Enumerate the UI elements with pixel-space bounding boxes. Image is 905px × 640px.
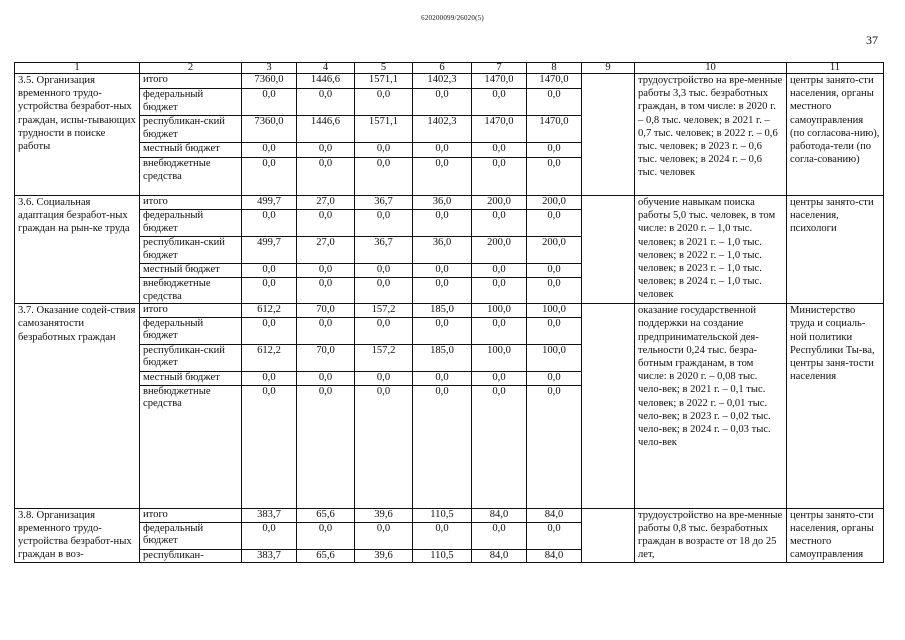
document-id: 620200099/26020(5) <box>421 14 484 22</box>
value-cell: 200,0 <box>472 237 527 264</box>
value-cell: 36,7 <box>355 237 413 264</box>
executor: центры занято-сти населения, органы местного самоуправления (по согласова-нию), работода-тели (по согла-сованию) <box>787 74 884 196</box>
value-cell: 39,6 <box>355 549 413 563</box>
table-row <box>15 74 884 89</box>
value-cell: 0,0 <box>413 522 472 549</box>
row-label: федеральный бюджет <box>140 210 242 237</box>
value-cell: 110,5 <box>413 508 472 522</box>
value-cell: 0,0 <box>242 210 297 237</box>
value-cell: 612,2 <box>242 304 297 318</box>
value-cell: 27,0 <box>297 196 355 210</box>
value-cell: 0,0 <box>355 522 413 549</box>
value-cell: 0,0 <box>527 317 582 344</box>
col-header: 2 <box>140 63 242 74</box>
value-cell: 0,0 <box>413 317 472 344</box>
value-cell: 0,0 <box>472 264 527 278</box>
value-cell: 1402,3 <box>413 116 472 143</box>
value-cell: 0,0 <box>242 278 297 304</box>
value-cell: 200,0 <box>472 196 527 210</box>
row-label: местный бюджет <box>140 264 242 278</box>
col-header: 9 <box>582 63 635 74</box>
value-cell: 0,0 <box>355 371 413 385</box>
value-cell: 185,0 <box>413 344 472 371</box>
value-cell: 0,0 <box>355 385 413 508</box>
value-cell: 1446,6 <box>297 116 355 143</box>
page-number: 37 <box>866 33 878 47</box>
row-label: федеральный бюджет <box>140 317 242 344</box>
value-cell: 0,0 <box>242 264 297 278</box>
empty-cell <box>582 508 635 563</box>
value-cell: 70,0 <box>297 344 355 371</box>
empty-cell <box>582 74 635 196</box>
value-cell: 36,7 <box>355 196 413 210</box>
value-cell: 0,0 <box>527 143 582 158</box>
value-cell: 0,0 <box>527 371 582 385</box>
value-cell: 0,0 <box>297 278 355 304</box>
value-cell: 0,0 <box>413 385 472 508</box>
value-cell: 1470,0 <box>472 74 527 89</box>
value-cell: 65,6 <box>297 508 355 522</box>
expected-result: трудоустройство на вре-менные работы 3,3 тыс. безработных граждан, в том числе: в 2020 г. – 0,8 тыс. человек; в 2021 г. – 0,7 тыс. человек; в 2022 г. – 0,6 тыс. человек; в 2023 г. – 0,6 тыс. человек; в 2024 г. – 0,6 тыс. человек <box>635 74 787 196</box>
value-cell: 7360,0 <box>242 74 297 89</box>
row-label: местный бюджет <box>140 143 242 158</box>
value-cell: 499,7 <box>242 237 297 264</box>
value-cell: 1470,0 <box>472 116 527 143</box>
col-header: 11 <box>787 63 884 74</box>
row-label: федеральный бюджет <box>140 522 242 549</box>
value-cell: 0,0 <box>242 158 297 196</box>
col-header: 3 <box>242 63 297 74</box>
row-label: итого <box>140 304 242 318</box>
value-cell: 0,0 <box>297 522 355 549</box>
value-cell: 0,0 <box>527 522 582 549</box>
value-cell: 36,0 <box>413 196 472 210</box>
value-cell: 100,0 <box>527 304 582 318</box>
value-cell: 100,0 <box>527 344 582 371</box>
value-cell: 0,0 <box>413 264 472 278</box>
value-cell: 0,0 <box>472 317 527 344</box>
empty-cell <box>582 304 635 509</box>
value-cell: 0,0 <box>527 264 582 278</box>
row-label: внебюджетные средства <box>140 278 242 304</box>
value-cell: 0,0 <box>472 89 527 116</box>
value-cell: 0,0 <box>355 210 413 237</box>
value-cell: 0,0 <box>472 143 527 158</box>
row-label: итого <box>140 74 242 89</box>
row-label: республикан- <box>140 549 242 563</box>
section-title: 3.5. Организация временного трудо-устройства безработ-ных граждан, испы-тывающих трудности в поиске работы <box>15 74 140 196</box>
value-cell: 0,0 <box>242 371 297 385</box>
executor: центры занято-сти населения, психологи <box>787 196 884 304</box>
value-cell: 0,0 <box>355 278 413 304</box>
value-cell: 0,0 <box>242 385 297 508</box>
table-row <box>15 196 884 210</box>
col-header: 10 <box>635 63 787 74</box>
col-header: 5 <box>355 63 413 74</box>
value-cell: 27,0 <box>297 237 355 264</box>
value-cell: 100,0 <box>472 304 527 318</box>
expected-result: трудоустройство на вре-менные работы 0,8 тыс. безработных граждан в возрасте от 18 до 25 лет, <box>635 508 787 563</box>
value-cell: 7360,0 <box>242 116 297 143</box>
value-cell: 1446,6 <box>297 74 355 89</box>
value-cell: 200,0 <box>527 237 582 264</box>
value-cell: 0,0 <box>472 278 527 304</box>
value-cell: 65,6 <box>297 549 355 563</box>
value-cell: 0,0 <box>527 385 582 508</box>
section-title: 3.7. Оказание содей-ствия самозанятости безработных граждан <box>15 304 140 509</box>
value-cell: 84,0 <box>527 549 582 563</box>
value-cell: 0,0 <box>355 264 413 278</box>
value-cell: 0,0 <box>413 278 472 304</box>
value-cell: 70,0 <box>297 304 355 318</box>
value-cell: 0,0 <box>472 371 527 385</box>
value-cell: 0,0 <box>413 158 472 196</box>
col-header: 6 <box>413 63 472 74</box>
table-row <box>15 508 884 522</box>
col-header: 1 <box>15 63 140 74</box>
col-header: 8 <box>527 63 582 74</box>
section-title: 3.6. Социальная адаптация безработ-ных граждан на рын-ке труда <box>15 196 140 304</box>
value-cell: 1402,3 <box>413 74 472 89</box>
value-cell: 0,0 <box>297 89 355 116</box>
value-cell: 110,5 <box>413 549 472 563</box>
budget-table <box>14 62 884 563</box>
value-cell: 39,6 <box>355 508 413 522</box>
value-cell: 612,2 <box>242 344 297 371</box>
row-label: итого <box>140 508 242 522</box>
value-cell: 0,0 <box>527 158 582 196</box>
value-cell: 0,0 <box>413 371 472 385</box>
row-label: федеральный бюджет <box>140 89 242 116</box>
value-cell: 0,0 <box>355 143 413 158</box>
value-cell: 0,0 <box>472 158 527 196</box>
value-cell: 0,0 <box>527 210 582 237</box>
value-cell: 157,2 <box>355 344 413 371</box>
row-label: местный бюджет <box>140 371 242 385</box>
value-cell: 0,0 <box>297 371 355 385</box>
value-cell: 1470,0 <box>527 116 582 143</box>
value-cell: 84,0 <box>472 508 527 522</box>
row-label: республикан-ский бюджет <box>140 237 242 264</box>
value-cell: 0,0 <box>242 522 297 549</box>
value-cell: 100,0 <box>472 344 527 371</box>
value-cell: 0,0 <box>472 210 527 237</box>
executor: центры занято-сти населения, органы местного самоуправления <box>787 508 884 563</box>
value-cell: 0,0 <box>297 317 355 344</box>
col-header: 7 <box>472 63 527 74</box>
row-label: республикан-ский бюджет <box>140 116 242 143</box>
value-cell: 0,0 <box>297 385 355 508</box>
value-cell: 499,7 <box>242 196 297 210</box>
table-row <box>15 304 884 318</box>
value-cell: 383,7 <box>242 508 297 522</box>
value-cell: 0,0 <box>413 89 472 116</box>
value-cell: 1470,0 <box>527 74 582 89</box>
value-cell: 185,0 <box>413 304 472 318</box>
value-cell: 0,0 <box>527 89 582 116</box>
value-cell: 200,0 <box>527 196 582 210</box>
value-cell: 0,0 <box>413 143 472 158</box>
value-cell: 1571,1 <box>355 116 413 143</box>
executor: Министерство труда и социаль-ной политики Республики Ты-ва, центры заня-тости населения <box>787 304 884 509</box>
value-cell: 0,0 <box>242 317 297 344</box>
value-cell: 157,2 <box>355 304 413 318</box>
column-numbers-row <box>15 63 884 74</box>
value-cell: 0,0 <box>297 210 355 237</box>
value-cell: 0,0 <box>355 317 413 344</box>
value-cell: 0,0 <box>355 158 413 196</box>
value-cell: 1571,1 <box>355 74 413 89</box>
section-title: 3.8. Организация временного трудо-устройства безработ-ных граждан в воз- <box>15 508 140 563</box>
value-cell: 0,0 <box>472 385 527 508</box>
value-cell: 0,0 <box>297 143 355 158</box>
value-cell: 0,0 <box>472 522 527 549</box>
value-cell: 0,0 <box>297 158 355 196</box>
row-label: внебюджетные средства <box>140 158 242 196</box>
value-cell: 0,0 <box>297 264 355 278</box>
value-cell: 0,0 <box>242 143 297 158</box>
expected-result: обучение навыкам поиска работы 5,0 тыс. человек, в том числе: в 2020 г. – 1,0 тыс. человек; в 2021 г. – 1,0 тыс. человек; в 2022 г. – 1,0 тыс. человек; в 2023 г. – 1,0 тыс. человек; в 2024 г. – 1,0 тыс. человек <box>635 196 787 304</box>
value-cell: 36,0 <box>413 237 472 264</box>
value-cell: 0,0 <box>413 210 472 237</box>
empty-cell <box>582 196 635 304</box>
col-header: 4 <box>297 63 355 74</box>
row-label: республикан-ский бюджет <box>140 344 242 371</box>
value-cell: 0,0 <box>242 89 297 116</box>
value-cell: 0,0 <box>527 278 582 304</box>
value-cell: 84,0 <box>527 508 582 522</box>
row-label: внебюджетные средства <box>140 385 242 508</box>
value-cell: 0,0 <box>355 89 413 116</box>
value-cell: 383,7 <box>242 549 297 563</box>
value-cell: 84,0 <box>472 549 527 563</box>
expected-result: оказание государственной поддержки на создание предпринимательской дея-тельности 0,24 тыс. безра-ботным гражданам, в том числе: в 2020 г. – 0,08 тыс. чело-век; в 2021 г. – 0,1 тыс. человек; в 2022 г. – 0,01 тыс. чело-век; в 2023 г. – 0,02 тыс. чело-век; в 2024 г. – 0,03 тыс. чело-век <box>635 304 787 509</box>
row-label: итого <box>140 196 242 210</box>
